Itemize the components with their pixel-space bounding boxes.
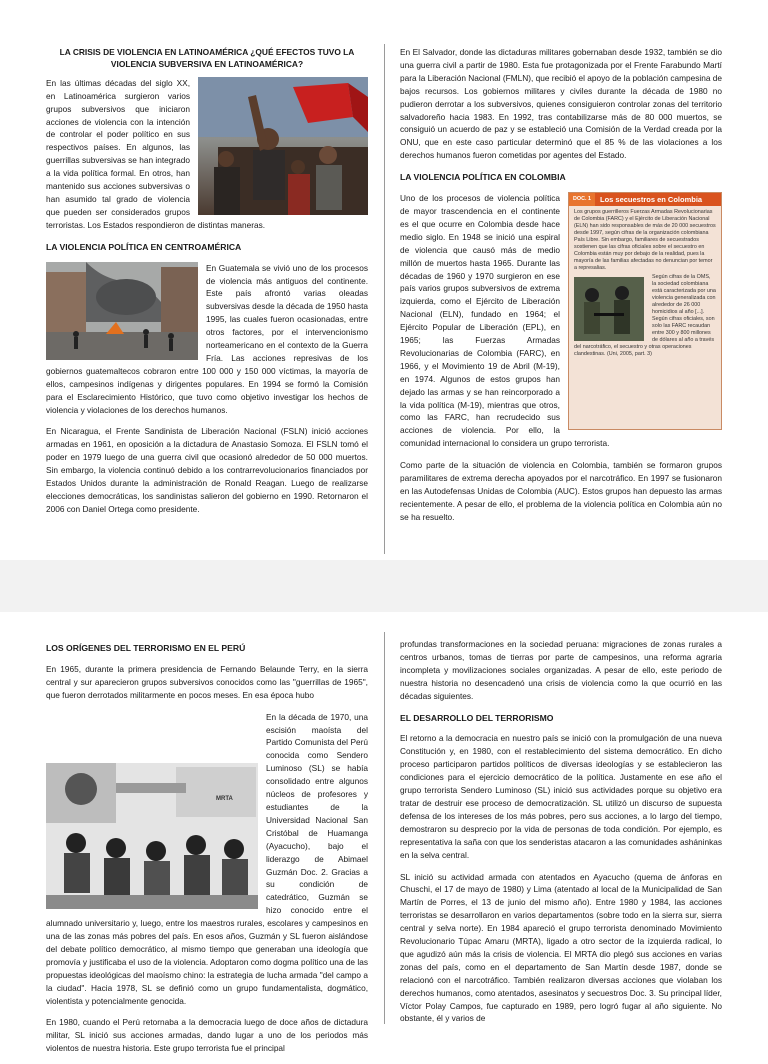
intro-paragraph: En las últimas décadas del siglo XX, en Latinoamérica surgieron varios grupos subversivos que iniciaron acciones de violencia con la intención de controlar el poder político en sus respectivos países. En algunos, las guerrillas subversivas se han integrado a la vida política formal. En otros, han mantenido sus acciones subversivas o han asumido tal grado de violencia que pueden ser considerados grupos terroristas. Los Estados respondieron de distintas maneras.: [46, 77, 266, 230]
page-2-left-column: [46, 642, 368, 1064]
peru-paragraph-1: En 1965, durante la primera presidencia de Fernando Belaunde Terry, en la sierra central y sur aparecieron grupos subversivos conocidos como las "guerrillas de 1965", que fueron derrotados militarmente en pocos meses. En esa época hubo: [46, 663, 368, 700]
doc-1-guerrilla-photo: [574, 277, 644, 341]
doc-1-body: [569, 206, 721, 361]
page-2: [0, 612, 768, 1054]
colombia-paragraph-1: Uno de los procesos de violencia política de mayor trascendencia en el continente es el que ocurre en Colombia desde hace medio siglo. En 1948 se inició una espiral de violencia que causó más de medio millón de muertos hasta 1965. Durante las décadas de 1960 y 1970 surgieron en ese país varios grupos subversivos de extrema izquierda, como el Ejército de Liberación Nacional (ELN), fundado en 1964; el Ejército Popular de Liberación (EPL), en 1965; las Fuerzas Armadas Revolucionarias de Colombia (FARC), en 1966, y el Movimiento 19 de Abril (M-19), en 1974. Algunos de estos grupos han dejado las armas y se han reincorporado a la vida política (M-19), mientras que otros, como las FARC, han recrudecido sus acciones de violencia. Por ello, la comunidad internacional lo considera un grupo terrorista.: [400, 193, 610, 449]
heading-centroamerica: LA VIOLENCIA POLÍTICA EN CENTROAMÉRICA: [46, 241, 242, 252]
elsalvador-paragraph: En El Salvador, donde las dictaduras militares gobernaban desde 1932, también se dio una guerra civil a partir de 1980. Esta fue protagonizada por el Frente Farabundo Martí para la Liberación Nacional (FMLN), que recibió el apoyo de la población campesina de bajos recursos. Los gobiernos militares y civiles durante la década de 1980 no pudieron derrotar a los subversivos, quienes consiguieron controlar zonas del territorio salvadoreño hacia 1983. En 1992, tras contabilizarse más de 80 000 muertos, se consiguió un acuerdo de paz y se estableció una Comisión de la Verdad creada por la ONU, que en este caso particular determinó que el 85 % de las violaciones a los derechos humanos fueron cometidas por agentes del Estado.: [400, 47, 722, 161]
page-2-right-column: [400, 638, 722, 1034]
peru-paragraph-2: En la década de 1970, una escisión maoísta del Partido Comunista del Perú conocida como Sendero Luminoso (SL) se había consolidado entre algunos núcleos de profesores y estudiantes de la Universidad Nacional San Cristóbal de Huamanga (Ayacucho), bajo el liderazgo de Abimael Guzmán Doc. 2. Gracias a su condición de catedrático, Guzmán se hizo conocido entre el alumnado universitario y, luego, entre los maestros rurales, escolares y campesinos en una de las zonas más pobres del país. En esos años, Guzmán y SL fueron aislándose del debate político democrático, al mismo tiempo que generaban una ideología que promovía y justificaba el uso de la violencia. Adoptaron como dogma político una de las propuestas ideológicas del maoísmo chino: la estrategia de lucha armada "del campo a la ciudad". Hacia 1978, SL se definió como un grupo fundamentalista, dogmático, violentista y potencialmente genocida.: [46, 711, 368, 1006]
column-divider: [384, 44, 385, 554]
guerrilla-illustration: [574, 277, 644, 341]
heading-terrorism-development: EL DESARROLLO DEL TERRORISMO: [400, 712, 554, 723]
heading-colombia: LA VIOLENCIA POLÍTICA EN COLOMBIA: [400, 172, 566, 183]
page-gap: [0, 560, 768, 612]
peru-continued-paragraph: profundas transformaciones en la sociedad peruana: migraciones de zonas rurales a centros urbanos, tomas de tierras por parte de campesinos, una reforma agraria incompleta y movilizaciones sociales organizadas. A pesar de ello, este periodo de nuestra historia no desencadenó una crisis de violencia como la que ocurrió en las décadas siguientes.: [400, 639, 722, 701]
mrta-illustration: [46, 763, 258, 909]
development-paragraph-1: El retorno a la democracia en nuestro país se inició con la promulgación de una nueva Constitución y, en 1980, con el restablecimiento del sistema democrático. En dicho proceso participaron partidos políticos de diversas ideologías y se establecieron las condiciones para el ejercicio democrático de la política. Justamente en ese año el grupo terrorista Sendero Luminoso (SL) inició sus actividades porque su objetivo era tratar de destruir ese proceso de democratización. SL utilizó un discurso de supuesta defensa de los intereses de los más pobres, pero sus acciones, a lo largo del tiempo, demostraron su desprecio por la vida de personas de toda condición. Por ejemplo, es representativa la saña con que los senderistas atacaron a las comunidades asháninkas en la selva central.: [400, 733, 722, 860]
mrta-photo: [46, 763, 258, 909]
doc-1-box: [568, 192, 722, 430]
doc-1-title: Los secuestros en Colombia: [595, 193, 721, 206]
colombia-paragraph-2: Como parte de la situación de violencia en Colombia, también se formaron grupos paramilitares de extrema derecha apoyados por el narcotráfico. En 1997 se fusionaron en las Autodefensas Unidas de Colombia (AUC). Estos grupos han depuesto las armas recientemente. A pesar de ello, el problema de la violencia política en Colombia aún no se ha resuelto.: [400, 460, 722, 522]
heading-peru-origins: LOS ORÍGENES DEL TERRORISMO EN EL PERÚ: [46, 643, 246, 653]
doc-1-tag: DOC. 1: [569, 193, 595, 206]
street-illustration: [46, 262, 198, 360]
column-divider-2: [384, 632, 385, 1024]
nicaragua-paragraph: En Nicaragua, el Frente Sandinista de Liberación Nacional (FSLN) inició acciones armadas en 1961, en oposición a la dictadura de Anastasio Somoza. El FSLN tomó el poder en 1979 luego de una guerra civil que ocasionó alrededor de 50 000 muertos. Sin embargo, la violencia continuó debido a los contrarrevolucionarios financiados por Estados Unidos durante la administración de Ronald Reagan. Luego de realizarse elecciones democráticas, los sandinistas salieron del gobierno en 1990. Retornaron el 2006 con Daniel Ortega como presidente.: [46, 426, 368, 514]
page-1-left-column: [46, 46, 368, 525]
guatemala-street-photo: [46, 262, 198, 360]
development-paragraph-2: SL inició su actividad armada con atentados en Ayacucho (quema de ánforas en Chuschi, el 17 de mayo de 1980) y Lima (atentado al local de la Municipalidad de San Martín de Porres, el 13 de junio del mismo año). Entre 1980 y 1984, las acciones terroristas se desarrollaron en varios departamentos (sobre todo en la sierra sur, sierra central y selva norte). En 1984 apareció el grupo terrorista denominado Movimiento Revolucionario Túpac Amaru (MRTA), ligado a otro sector de la izquierda radical, lo que agudizó aún más la crisis de violencia. El MRTA dio plegó sus acciones en varias zonas del país, como en el departamento de San Martín desde 1987, donde se relacionó con el narcotráfico. También realizaron diversas acciones que violaban los derechos humanos, como atentados, asesinatos y secuestros Doc. 3. Su principal líder, Víctor Polay Campos, fue capturado en 1989, pero logró fugar al año siguiente. No obstante, él y varios de: [400, 871, 722, 1024]
doc-1-header: [569, 193, 721, 206]
protest-illustration: [198, 77, 368, 215]
peru-paragraph-3: En 1980, cuando el Perú retornaba a la democracia luego de doce años de dictadura militar, SL inició sus acciones armadas, dando lugar a uno de los periodos más violentos de nuestra historia. Este grupo terrorista fue el principal: [46, 1017, 368, 1054]
page-title: LA CRISIS DE VIOLENCIA EN LATINOAMÉRICA ¿QUÉ EFECTOS TUVO LA VIOLENCIA SUBVERSIVA EN LATINOAMÉRICA?: [59, 47, 355, 70]
page-1-right-column: [400, 46, 722, 533]
guatemala-paragraph: En Guatemala se vivió uno de los procesos de violencia más antiguos del continente. Este país afrontó varias oleadas subversivas desde la década de 1950 hasta 1995, las cuales fueron ocasionadas, entre otros factores, por el intervencionismo norteamericano en el contexto de la Guerra Fría. Las acciones represivas de los gobiernos guatemaltecos cobraron entre 100 000 y 150 000 víctimas, la mayoría de ellos, campesinos indígenas y dirigentes populares. En 1994 se formó la Comisión para el Esclarecimiento Histórico, que tuvo como objetivo investigar los hechos de violencia y violaciones de los derechos humanos.: [46, 262, 368, 415]
doc-1-note: Según cifras de la OMS, la sociedad colombiana está caracterizada por una violencia generalizada con alrededor de 26 000 homicidios al año [...]. Según cifras oficiales, son solo las FARC recaudan entre 300 y 800 millones de dólares al año a través del narcotráfico, el secuestro y otras operaciones clandestinas. (Uni, 2005, part. 3): [574, 274, 716, 358]
mrta-banner-text: MRTA: [216, 795, 233, 802]
doc-1-text: Los grupos guerrilleros Fuerzas Armadas Revolucionarias de Colombia (FARC) y el Ejército de Liberación Nacional (ELN) han sido responsables de más de 20 000 secuestros desde 1997, según cifras de la organización colombiana País Libre. Sin embargo, familiares de secuestrados sostienen que las cifras oficiales sobre el secuestro en Colombia están muy por debajo de la realidad, pues la mayoría de las familias afectadas no denuncian por temor a represalias.: [574, 209, 716, 272]
protest-photo: [198, 77, 368, 215]
